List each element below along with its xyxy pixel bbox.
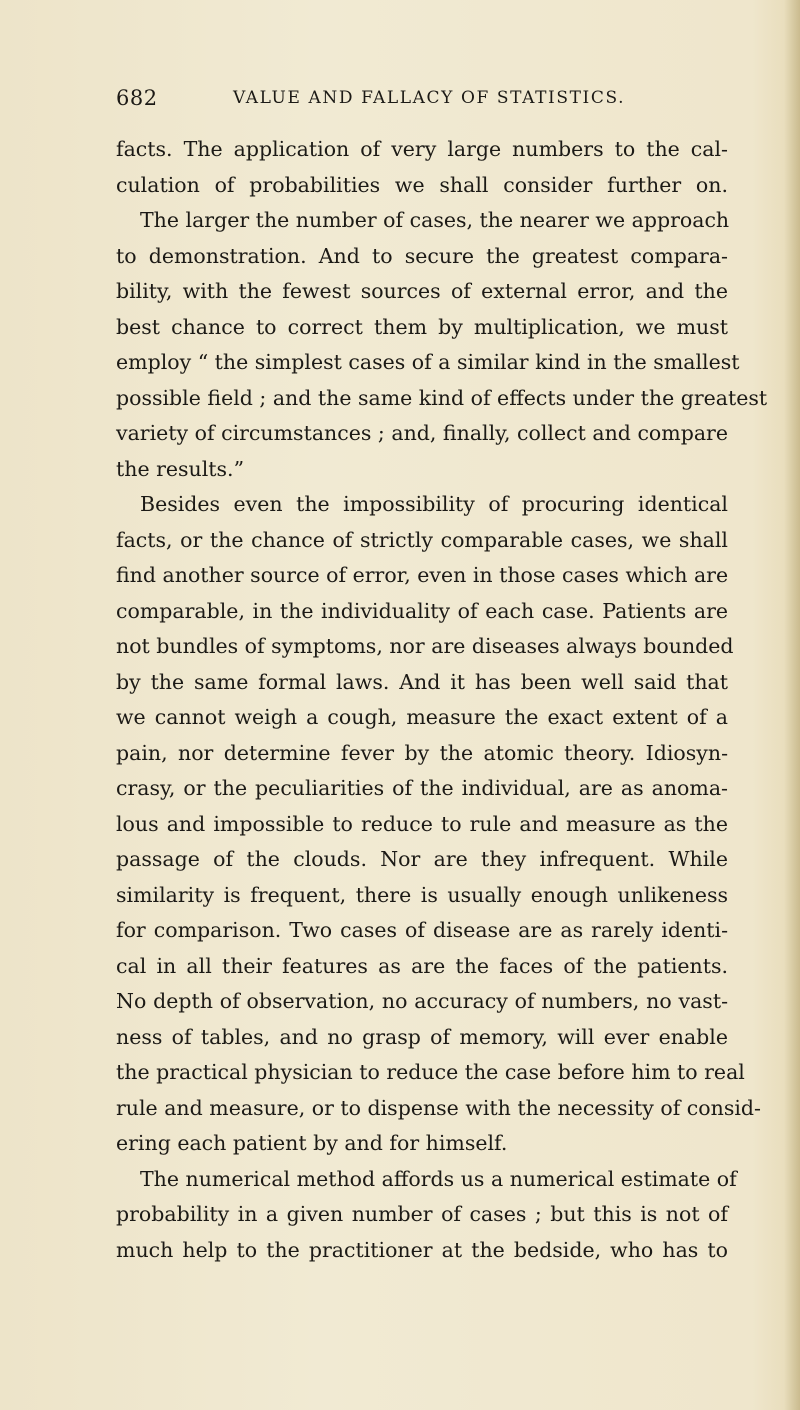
text-line: similarity is frequent, there is usually enough unlikeness (116, 882, 728, 907)
text-line: for comparison. Two cases of disease are as rarely identi- (116, 918, 728, 942)
text-line: variety of circumstances ; and, finally, collect and compare (116, 421, 728, 445)
text-line: No depth of observation, no accuracy of numbers, no vast- (116, 989, 728, 1013)
text-line: The numerical method affords us a numerical estimate of (140, 1166, 737, 1191)
text-line: by the same formal laws. And it has been well said that (116, 669, 728, 694)
text-line: The larger the number of cases, the nearer we approach (140, 208, 730, 232)
text-line: facts. The application of very large numbers to the cal- (116, 137, 728, 161)
text-line: rule and measure, or to dispense with the necessity of consid- (116, 1095, 761, 1120)
text-line: we cannot weigh a cough, measure the exact extent of a (116, 705, 728, 729)
page-number: 682 (116, 86, 158, 110)
text-line: the results.” (116, 456, 245, 481)
text-line: lous and impossible to reduce to rule and measure as the (116, 811, 728, 836)
page-edge-shadow (784, 0, 800, 1410)
text-line: ering each patient by and for himself. (116, 1131, 508, 1155)
text-line: culation of probabilities we shall consider further on. (116, 172, 728, 197)
text-line: find another source of error, even in those cases which are (116, 563, 729, 587)
text-line: facts, or the chance of strictly comparable cases, we shall (116, 527, 728, 552)
text-line: best chance to correct them by multiplication, we must (116, 314, 728, 339)
text-line: cal in all their features as are the faces of the patients. (116, 953, 728, 978)
text-line: Besides even the impossibility of procuring identical (140, 492, 728, 516)
page-header (116, 86, 728, 116)
body-text (116, 132, 768, 1268)
text-line: possible field ; and the same kind of effects under the greatest (116, 385, 768, 410)
text-line: bility, with the fewest sources of external error, and the (116, 279, 728, 303)
text-line: employ “ the simplest cases of a similar kind in the smallest (116, 350, 740, 374)
text-line: much help to the practitioner at the bedside, who has to (116, 1237, 728, 1262)
text-line: passage of the clouds. Nor are they infrequent. While (116, 847, 728, 871)
text-line: pain, nor determine fever by the atomic theory. Idiosyn- (116, 740, 728, 765)
text-line: the practical physician to reduce the case before him to real (116, 1060, 745, 1084)
text-line: crasy, or the peculiarities of the individual, are as anoma- (116, 776, 728, 800)
text-line: not bundles of symptoms, nor are diseases always bounded (116, 634, 734, 658)
text-line: to demonstration. And to secure the greatest compara- (116, 243, 728, 268)
text-line: probability in a given number of cases ; but this is not of (116, 1202, 728, 1226)
text-line: comparable, in the individuality of each case. Patients are (116, 598, 728, 623)
running-title: VALUE AND FALLACY OF STATISTICS. (233, 88, 626, 108)
text-line: ness of tables, and no grasp of memory, will ever enable (116, 1024, 728, 1049)
